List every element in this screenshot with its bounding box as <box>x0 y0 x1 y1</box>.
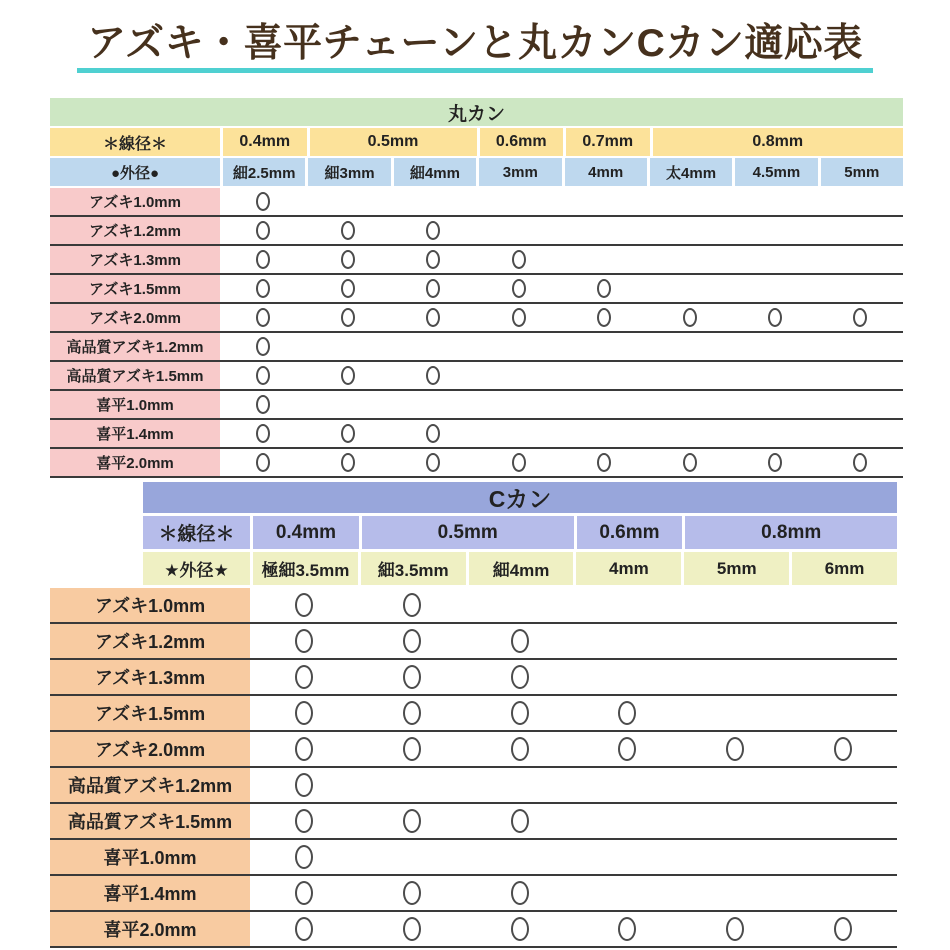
mark-cell <box>466 696 574 730</box>
wire-diameter-header: ＊線径＊ <box>143 516 250 549</box>
compatible-circle-mark <box>426 279 440 298</box>
wire-size-cell: 0.7mm <box>563 128 650 156</box>
mark-cell <box>466 624 574 658</box>
mark-cell <box>573 912 681 946</box>
mark-cell <box>466 768 574 802</box>
compatible-circle-mark <box>295 737 313 761</box>
compatible-circle-mark <box>403 917 421 941</box>
compatible-circle-mark <box>512 308 526 327</box>
outer-size-cell: 5mm <box>818 158 903 186</box>
mark-cell <box>573 624 681 658</box>
row-label: アズキ1.0mm <box>50 188 220 215</box>
compatible-circle-mark <box>512 250 526 269</box>
mark-cell <box>358 660 466 694</box>
outer-size-cell: 3mm <box>476 158 561 186</box>
mark-cell <box>358 840 466 874</box>
mark-cell <box>681 660 789 694</box>
compatible-circle-mark <box>597 279 611 298</box>
outer-size-cell: 4mm <box>573 552 681 585</box>
mark-cell <box>789 588 897 622</box>
outer-diameter-row <box>143 552 897 585</box>
mark-cell <box>305 333 390 360</box>
compatible-circle-mark <box>295 629 313 653</box>
mark-cell <box>305 246 390 273</box>
outer-size-cell: 細2.5mm <box>220 158 305 186</box>
mark-cell <box>220 188 305 215</box>
mark-cell <box>391 188 476 215</box>
mark-cell <box>358 876 466 910</box>
compatible-circle-mark <box>426 453 440 472</box>
compatible-circle-mark <box>683 453 697 472</box>
compatible-circle-mark <box>768 308 782 327</box>
mark-cell <box>681 588 789 622</box>
table-row <box>50 768 897 804</box>
compatible-circle-mark <box>683 308 697 327</box>
row-label: アズキ1.3mm <box>50 246 220 273</box>
compatible-circle-mark <box>726 737 744 761</box>
mark-cell <box>732 333 817 360</box>
table-row <box>50 420 903 449</box>
mark-cell <box>250 804 358 838</box>
table-row <box>50 840 897 876</box>
outer-size-cell: 細3mm <box>305 158 390 186</box>
wire-size-cell: 0.5mm <box>307 128 477 156</box>
mark-cell <box>476 333 561 360</box>
compatible-circle-mark <box>426 308 440 327</box>
wire-size-cell: 0.5mm <box>359 516 574 549</box>
table-row <box>50 188 903 217</box>
table-row <box>50 732 897 768</box>
mark-cell <box>562 420 647 447</box>
mark-cell <box>647 391 732 418</box>
wire-diameter-header: ＊線径＊ <box>50 128 220 156</box>
mark-cell <box>476 275 561 302</box>
outer-size-cell: 極細3.5mm <box>250 552 358 585</box>
mark-cell <box>647 333 732 360</box>
mark-cell <box>220 362 305 389</box>
mark-cell <box>466 804 574 838</box>
table-row <box>50 624 897 660</box>
mark-cell <box>818 420 903 447</box>
row-label: 喜平1.0mm <box>50 391 220 418</box>
mark-cell <box>789 876 897 910</box>
mark-cell <box>358 696 466 730</box>
row-label: 高品質アズキ1.5mm <box>50 804 250 838</box>
table-row <box>50 275 903 304</box>
compatible-circle-mark <box>426 424 440 443</box>
mark-cell <box>818 275 903 302</box>
wire-size-cell: 0.6mm <box>477 128 564 156</box>
mark-cell <box>562 391 647 418</box>
row-label: アズキ1.5mm <box>50 696 250 730</box>
mark-cell <box>476 188 561 215</box>
mark-cell <box>562 304 647 331</box>
compatible-circle-mark <box>256 395 270 414</box>
compatible-circle-mark <box>256 250 270 269</box>
mark-cell <box>818 449 903 476</box>
compatible-circle-mark <box>295 845 313 869</box>
mark-cell <box>562 333 647 360</box>
mark-cell <box>466 588 574 622</box>
mark-cell <box>391 304 476 331</box>
c-kan-table-header <box>143 482 897 585</box>
mark-cell <box>647 362 732 389</box>
wire-diameter-row <box>50 128 903 156</box>
table-row <box>50 876 897 912</box>
mark-cell <box>732 391 817 418</box>
compatible-circle-mark <box>618 737 636 761</box>
mark-cell <box>305 391 390 418</box>
table-row <box>50 333 903 362</box>
table-title: Cカン <box>143 482 897 513</box>
compatible-circle-mark <box>834 737 852 761</box>
row-label: アズキ1.3mm <box>50 660 250 694</box>
mark-cell <box>789 624 897 658</box>
mark-cell <box>681 696 789 730</box>
mark-cell <box>220 275 305 302</box>
mark-cell <box>818 304 903 331</box>
table-row <box>50 246 903 275</box>
compatible-circle-mark <box>726 917 744 941</box>
mark-cell <box>220 246 305 273</box>
compatible-circle-mark <box>256 308 270 327</box>
mark-cell <box>732 246 817 273</box>
mark-cell <box>573 696 681 730</box>
compatible-circle-mark <box>403 593 421 617</box>
mark-cell <box>358 804 466 838</box>
compatible-circle-mark <box>341 366 355 385</box>
compatible-circle-mark <box>295 593 313 617</box>
row-label: アズキ2.0mm <box>50 732 250 766</box>
mark-cell <box>358 768 466 802</box>
table-row <box>50 588 897 624</box>
mark-cell <box>681 912 789 946</box>
mark-cell <box>305 217 390 244</box>
mark-cell <box>476 420 561 447</box>
compatible-circle-mark <box>295 809 313 833</box>
mark-cell <box>573 804 681 838</box>
compatible-circle-mark <box>426 366 440 385</box>
row-label: アズキ2.0mm <box>50 304 220 331</box>
mark-cell <box>305 420 390 447</box>
table-row <box>50 660 897 696</box>
compatible-circle-mark <box>511 665 529 689</box>
compatible-circle-mark <box>295 665 313 689</box>
mark-cell <box>818 217 903 244</box>
table-row <box>50 391 903 420</box>
maru-kan-table-header <box>50 98 903 186</box>
mark-cell <box>391 275 476 302</box>
compatible-circle-mark <box>341 221 355 240</box>
table-row <box>50 696 897 732</box>
compatible-circle-mark <box>295 701 313 725</box>
outer-size-cell: 細3.5mm <box>358 552 466 585</box>
mark-cell <box>358 624 466 658</box>
compatible-circle-mark <box>403 737 421 761</box>
compatible-circle-mark <box>853 453 867 472</box>
wire-size-cell: 0.8mm <box>682 516 897 549</box>
mark-cell <box>573 840 681 874</box>
table-row <box>50 804 897 840</box>
mark-cell <box>391 362 476 389</box>
mark-cell <box>573 732 681 766</box>
mark-cell <box>476 246 561 273</box>
row-label: アズキ1.0mm <box>50 588 250 622</box>
mark-cell <box>476 217 561 244</box>
mark-cell <box>305 449 390 476</box>
mark-cell <box>647 217 732 244</box>
compatible-circle-mark <box>618 917 636 941</box>
compatible-circle-mark <box>341 424 355 443</box>
mark-cell <box>818 391 903 418</box>
compatible-circle-mark <box>341 453 355 472</box>
c-kan-table-rows <box>50 588 897 948</box>
wire-size-cell: 0.4mm <box>250 516 359 549</box>
mark-cell <box>789 768 897 802</box>
compatible-circle-mark <box>403 629 421 653</box>
compatible-circle-mark <box>341 279 355 298</box>
mark-cell <box>358 732 466 766</box>
mark-cell <box>681 840 789 874</box>
compatible-circle-mark <box>511 629 529 653</box>
table-row <box>50 362 903 391</box>
mark-cell <box>732 217 817 244</box>
mark-cell <box>220 391 305 418</box>
mark-cell <box>562 246 647 273</box>
row-label: 喜平1.4mm <box>50 876 250 910</box>
row-label: アズキ1.2mm <box>50 217 220 244</box>
mark-cell <box>250 768 358 802</box>
mark-cell <box>562 188 647 215</box>
compatible-circle-mark <box>256 192 270 211</box>
mark-cell <box>476 304 561 331</box>
title-area <box>0 0 950 73</box>
compatible-circle-mark <box>512 453 526 472</box>
outer-size-cell: 太4mm <box>647 158 732 186</box>
mark-cell <box>466 912 574 946</box>
outer-size-cell: 細4mm <box>466 552 574 585</box>
compatible-circle-mark <box>426 250 440 269</box>
mark-cell <box>573 876 681 910</box>
outer-size-cell: 細4mm <box>391 158 476 186</box>
mark-cell <box>732 362 817 389</box>
outer-diameter-header: ★外径★ <box>143 552 250 585</box>
mark-cell <box>818 333 903 360</box>
wire-size-cell: 0.8mm <box>650 128 904 156</box>
mark-cell <box>647 304 732 331</box>
mark-cell <box>391 333 476 360</box>
mark-cell <box>391 420 476 447</box>
mark-cell <box>818 362 903 389</box>
row-label: 高品質アズキ1.2mm <box>50 333 220 360</box>
compatible-circle-mark <box>511 737 529 761</box>
mark-cell <box>818 188 903 215</box>
table-row <box>50 304 903 333</box>
mark-cell <box>681 732 789 766</box>
compatible-circle-mark <box>426 221 440 240</box>
compatible-circle-mark <box>256 337 270 356</box>
mark-cell <box>789 732 897 766</box>
mark-cell <box>573 588 681 622</box>
mark-cell <box>789 696 897 730</box>
mark-cell <box>573 660 681 694</box>
mark-cell <box>681 876 789 910</box>
wire-diameter-row <box>143 516 897 549</box>
mark-cell <box>220 420 305 447</box>
outer-diameter-row <box>50 158 903 186</box>
mark-cell <box>732 188 817 215</box>
row-label: 喜平1.4mm <box>50 420 220 447</box>
mark-cell <box>573 768 681 802</box>
mark-cell <box>466 732 574 766</box>
mark-cell <box>391 391 476 418</box>
mark-cell <box>220 333 305 360</box>
mark-cell <box>476 449 561 476</box>
table-row <box>50 912 897 948</box>
mark-cell <box>789 912 897 946</box>
table-title: 丸カン <box>50 98 903 126</box>
mark-cell <box>466 840 574 874</box>
compatible-circle-mark <box>512 279 526 298</box>
mark-cell <box>562 449 647 476</box>
row-label: 喜平2.0mm <box>50 912 250 946</box>
mark-cell <box>250 912 358 946</box>
mark-cell <box>647 275 732 302</box>
row-label: 喜平1.0mm <box>50 840 250 874</box>
mark-cell <box>358 912 466 946</box>
outer-size-cell: 4.5mm <box>732 158 817 186</box>
mark-cell <box>466 660 574 694</box>
compatible-circle-mark <box>341 308 355 327</box>
row-label: 高品質アズキ1.2mm <box>50 768 250 802</box>
compatible-circle-mark <box>256 221 270 240</box>
compatible-circle-mark <box>403 701 421 725</box>
mark-cell <box>476 391 561 418</box>
mark-cell <box>732 420 817 447</box>
mark-cell <box>681 624 789 658</box>
mark-cell <box>358 588 466 622</box>
compatible-circle-mark <box>341 250 355 269</box>
table-row <box>50 449 903 478</box>
compatible-circle-mark <box>511 701 529 725</box>
mark-cell <box>391 217 476 244</box>
compatible-circle-mark <box>256 366 270 385</box>
mark-cell <box>250 660 358 694</box>
compatible-circle-mark <box>256 279 270 298</box>
compatible-circle-mark <box>256 424 270 443</box>
compatible-circle-mark <box>295 881 313 905</box>
mark-cell <box>220 217 305 244</box>
mark-cell <box>681 804 789 838</box>
compatible-circle-mark <box>295 917 313 941</box>
mark-cell <box>305 304 390 331</box>
row-label: 喜平2.0mm <box>50 449 220 476</box>
row-label: アズキ1.5mm <box>50 275 220 302</box>
mark-cell <box>476 362 561 389</box>
compatible-circle-mark <box>403 881 421 905</box>
compatible-circle-mark <box>511 809 529 833</box>
row-label: アズキ1.2mm <box>50 624 250 658</box>
outer-size-cell: 5mm <box>681 552 789 585</box>
compatible-circle-mark <box>597 453 611 472</box>
mark-cell <box>681 768 789 802</box>
mark-cell <box>250 588 358 622</box>
compatible-circle-mark <box>834 917 852 941</box>
mark-cell <box>250 840 358 874</box>
outer-size-cell: 6mm <box>789 552 897 585</box>
mark-cell <box>732 449 817 476</box>
wire-size-cell: 0.6mm <box>574 516 683 549</box>
compatible-circle-mark <box>768 453 782 472</box>
compatible-circle-mark <box>511 881 529 905</box>
compatible-circle-mark <box>256 453 270 472</box>
compatible-circle-mark <box>295 773 313 797</box>
mark-cell <box>391 246 476 273</box>
mark-cell <box>647 246 732 273</box>
table-row <box>50 217 903 246</box>
compatible-circle-mark <box>403 665 421 689</box>
mark-cell <box>562 217 647 244</box>
mark-cell <box>562 362 647 389</box>
maru-kan-table-rows <box>50 188 903 478</box>
mark-cell <box>647 420 732 447</box>
outer-diameter-header: ●外径● <box>50 158 220 186</box>
mark-cell <box>250 624 358 658</box>
mark-cell <box>818 246 903 273</box>
mark-cell <box>220 449 305 476</box>
mark-cell <box>391 449 476 476</box>
mark-cell <box>305 275 390 302</box>
compatible-circle-mark <box>853 308 867 327</box>
row-label: 高品質アズキ1.5mm <box>50 362 220 389</box>
mark-cell <box>647 449 732 476</box>
mark-cell <box>732 304 817 331</box>
mark-cell <box>220 304 305 331</box>
compatible-circle-mark <box>511 917 529 941</box>
compatible-circle-mark <box>403 809 421 833</box>
mark-cell <box>789 804 897 838</box>
mark-cell <box>305 188 390 215</box>
compatible-circle-mark <box>597 308 611 327</box>
mark-cell <box>305 362 390 389</box>
mark-cell <box>647 188 732 215</box>
mark-cell <box>562 275 647 302</box>
compatible-circle-mark <box>618 701 636 725</box>
mark-cell <box>250 876 358 910</box>
mark-cell <box>250 696 358 730</box>
mark-cell <box>250 732 358 766</box>
mark-cell <box>466 876 574 910</box>
mark-cell <box>789 840 897 874</box>
page-title: アズキ・喜平チェーンと丸カンCカン適応表 <box>77 22 873 73</box>
wire-size-cell: 0.4mm <box>220 128 307 156</box>
mark-cell <box>732 275 817 302</box>
outer-size-cell: 4mm <box>562 158 647 186</box>
mark-cell <box>789 660 897 694</box>
